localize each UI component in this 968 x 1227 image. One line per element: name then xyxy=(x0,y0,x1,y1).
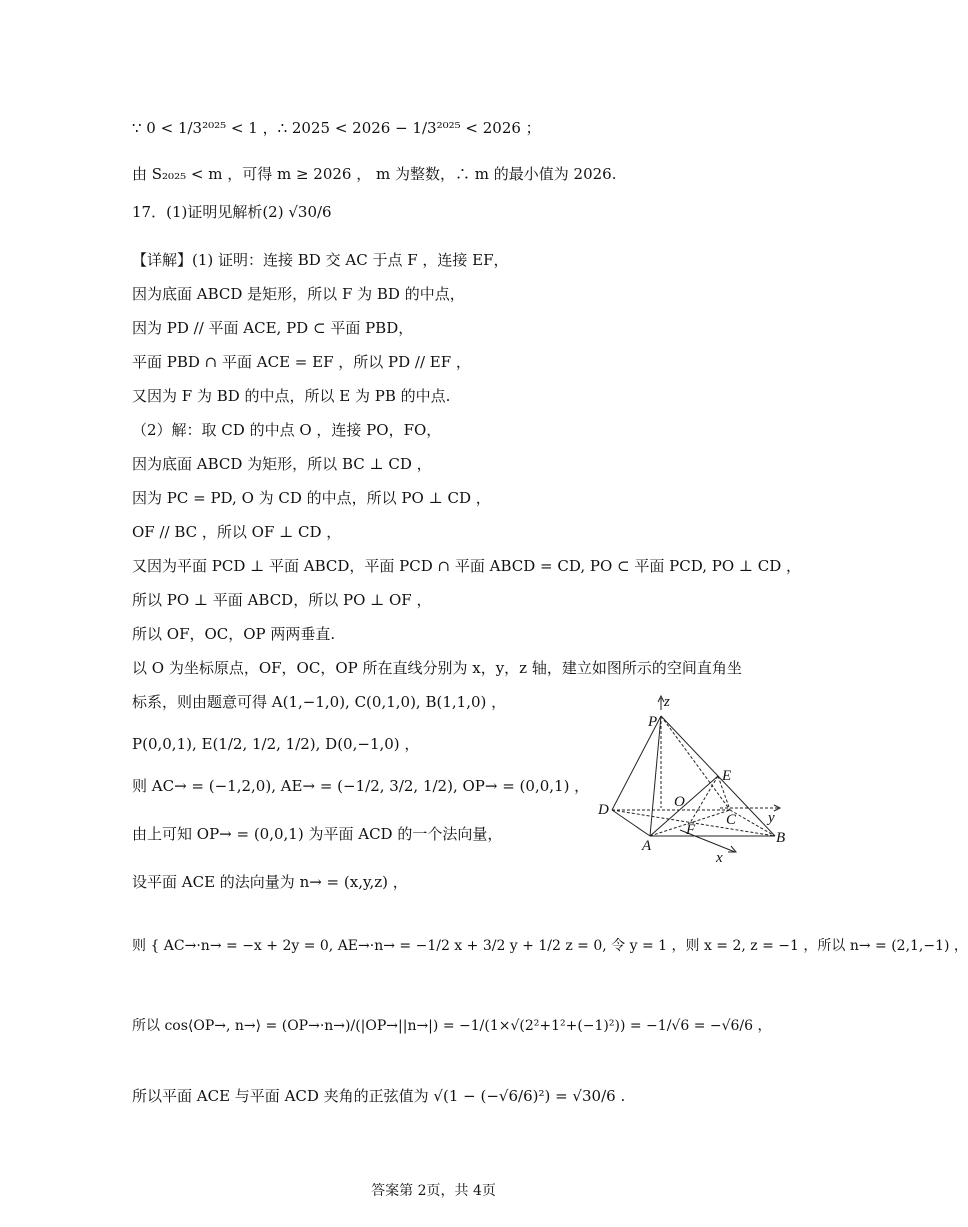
line-17: 标系，则由题意可得 A(1,−1,0), C(0,1,0), B(1,1,0) ， xyxy=(132,693,507,711)
label-D: D xyxy=(598,802,609,818)
line-5: 因为底面 ABCD 是矩形，所以 F 为 BD 的中点， xyxy=(132,285,465,303)
line-1: ∵ 0 < 1/3²⁰²⁵ < 1 ，∴ 2025 < 2026 − 1/3²⁰²⁵ < 2026 ； xyxy=(132,119,541,137)
label-z: z xyxy=(664,694,670,710)
line-14: 所以 PO ⊥ 平面 ABCD，所以 PO ⊥ OF ， xyxy=(132,591,432,609)
line-13: 又因为平面 PCD ⊥ 平面 ABCD，平面 PCD ∩ 平面 ABCD = CD, PO ⊂ 平面 PCD, PO ⊥ CD ， xyxy=(132,557,802,575)
label-E: E xyxy=(722,768,732,784)
pyramid-figure xyxy=(590,690,800,865)
line-7: 平面 PBD ∩ 平面 ACE = EF ，所以 PD // EF ， xyxy=(132,353,471,371)
label-A: A xyxy=(642,838,652,854)
line-11: 因为 PC = PD, O 为 CD 的中点，所以 PO ⊥ CD ， xyxy=(132,489,491,507)
label-B: B xyxy=(776,830,786,846)
line-23: 所以 cos⟨OP→, n→⟩ = (OP→·n→)/(|OP→||n→|) = −1/(1×√(2²+1²+(−1)²)) = −1/√6 = −√6/6 ， xyxy=(132,1018,772,1034)
line-20: 由上可知 OP→ = (0,0,1) 为平面 ACD 的一个法向量， xyxy=(132,825,503,843)
line-12: OF // BC ，所以 OF ⊥ CD ， xyxy=(132,523,342,541)
label-C: C xyxy=(726,812,737,828)
page-footer: 答案第 2页，共 4页 xyxy=(371,1183,496,1199)
line-4: 【详解】(1) 证明：连接 BD 交 AC 于点 F ，连接 EF， xyxy=(132,251,509,269)
line-18: P(0,0,1), E(1/2, 1/2, 1/2), D(0,−1,0) ， xyxy=(132,735,420,753)
label-O: O xyxy=(674,794,685,810)
line-15: 所以 OF，OC，OP 两两垂直. xyxy=(132,625,336,643)
label-F: F xyxy=(686,822,696,838)
label-P: P xyxy=(648,714,658,730)
line-3: 17．(1)证明见解析(2) √30/6 xyxy=(132,203,332,221)
line-6: 因为 PD // 平面 ACE, PD ⊂ 平面 PBD， xyxy=(132,319,414,337)
line-9: （2）解：取 CD 的中点 O ，连接 PO，FO， xyxy=(132,421,442,439)
line-24: 所以平面 ACE 与平面 ACD 夹角的正弦值为 √(1 − (−√6/6)²) = √30/6 . xyxy=(132,1087,626,1105)
line-21: 设平面 ACE 的法向量为 n→ = (x,y,z) ， xyxy=(132,873,408,891)
line-19: 则 AC→ = (−1,2,0), AE→ = (−1/2, 3/2, 1/2), OP→ = (0,0,1) ， xyxy=(132,777,590,795)
line-10: 因为底面 ABCD 为矩形，所以 BC ⊥ CD ， xyxy=(132,455,432,473)
line-2: 由 S₂₀₂₅ < m ，可得 m ≥ 2026 ， m 为整数，∴ m 的最小值为 2026. xyxy=(132,165,617,183)
line-22: 则 { AC→·n→ = −x + 2y = 0, AE→·n→ = −1/2 x + 3/2 y + 1/2 z = 0, 令 y = 1 ，则 x = 2, z = −1 ，所以 n→ = (2,1,−1) ， xyxy=(132,938,968,954)
label-y: y xyxy=(768,810,775,826)
label-x: x xyxy=(716,850,723,866)
line-16: 以 O 为坐标原点，OF，OC，OP 所在直线分别为 x，y，z 轴，建立如图所示的空间直角坐 xyxy=(132,659,742,677)
line-8: 又因为 F 为 BD 的中点，所以 E 为 PB 的中点. xyxy=(132,387,451,405)
